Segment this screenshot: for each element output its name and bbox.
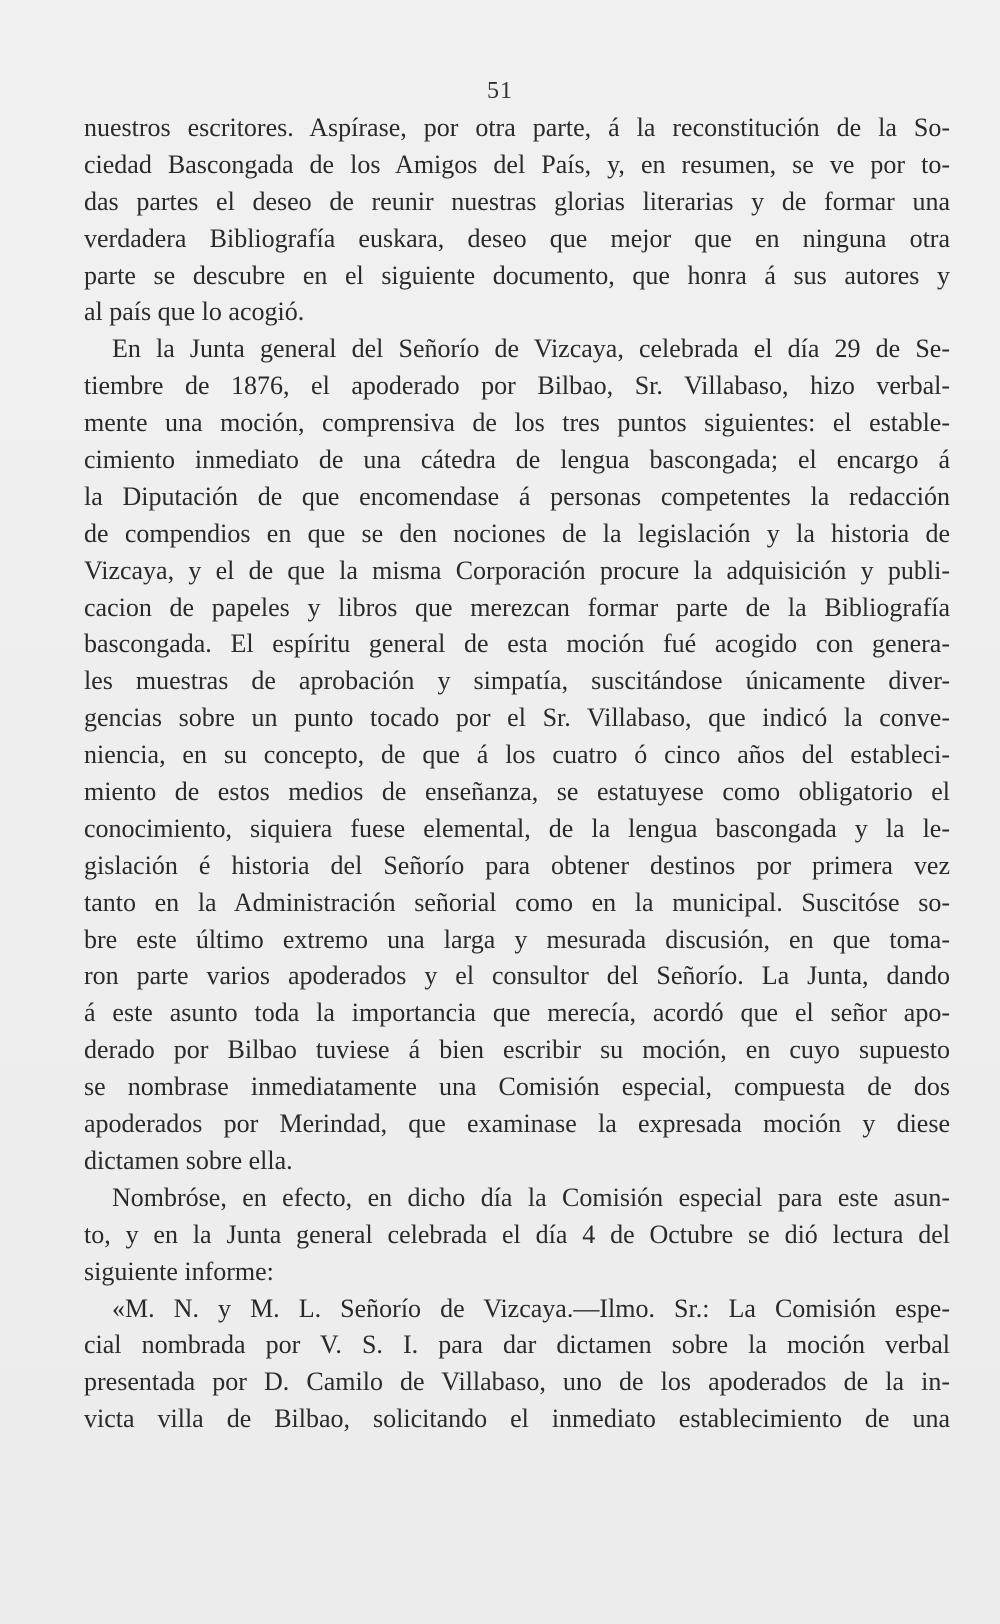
text-line: dictamen sobre ella. (84, 1145, 293, 1175)
text-line: presentada por D. Camilo de Villabaso, uno de los apoderados de la in- (84, 1367, 950, 1397)
text-line: das partes el deseo de reunir nuestras glorias literarias y de formar una (84, 186, 950, 216)
text-line: victa villa de Bilbao, solicitando el inmediato establecimiento de una (84, 1404, 950, 1434)
text-line: verdadera Bibliografía euskara, deseo que mejor que en ninguna otra (84, 223, 950, 253)
text-line: á este asunto toda la importancia que merecía, acordó que el señor apo- (84, 998, 950, 1028)
text-line: Nombróse, en efecto, en dicho día la Comisión especial para este asun- (112, 1182, 950, 1212)
text-line: tanto en la Administración señorial como en la municipal. Suscitóse so- (84, 887, 950, 917)
text-line: conocimiento, siquiera fuese elemental, de la lengua bascongada y la le- (84, 813, 950, 843)
text-line: to, y en la Junta general celebrada el día 4 de Octubre se dió lectura del (84, 1219, 950, 1249)
text-line: mente una moción, comprensiva de los tres puntos siguientes: el estable- (84, 408, 950, 438)
text-line: apoderados por Merindad, que examinase la expresada moción y diese (84, 1109, 950, 1139)
text-line: se nombrase inmediatamente una Comisión especial, compuesta de dos (84, 1072, 950, 1102)
text-line: cacion de papeles y libros que merezcan formar parte de la Bibliografía (84, 592, 950, 622)
text-line: gencias sobre un punto tocado por el Sr. Villabaso, que indicó la conve- (84, 703, 950, 733)
text-line: En la Junta general del Señorío de Vizcaya, celebrada el día 29 de Se- (112, 334, 950, 364)
text-line: derado por Bilbao tuviese á bien escribir su moción, en cuyo supuesto (84, 1035, 950, 1065)
text-line: siguiente informe: (84, 1256, 274, 1286)
text-line: al país que lo acogió. (84, 297, 305, 327)
text-line: bre este último extremo una larga y mesurada discusión, en que toma- (84, 924, 950, 954)
text-line: bascongada. El espíritu general de esta moción fué acogido con genera- (84, 629, 950, 659)
text-line: cimiento inmediato de una cátedra de lengua bascongada; el encargo á (84, 445, 950, 475)
page-number: 51 (487, 78, 513, 104)
text-line: tiembre de 1876, el apoderado por Bilbao, Sr. Villabaso, hizo verbal- (84, 371, 950, 401)
text-line: miento de estos medios de enseñanza, se estatuyese como obligatorio el (84, 777, 950, 807)
text-line: la Diputación de que encomendase á personas competentes la redacción (84, 481, 950, 511)
text-line: de compendios en que se den nociones de la legislación y la historia de (84, 518, 950, 548)
text-line: nuestros escritores. Aspírase, por otra parte, á la reconstitución de la So- (84, 113, 950, 142)
body-text (84, 110, 950, 1438)
text-line: gislación é historia del Señorío para obtener destinos por primera vez (84, 850, 950, 880)
text-line: cial nombrada por V. S. I. para dar dictamen sobre la moción verbal (84, 1330, 950, 1360)
text-line: ron parte varios apoderados y el consultor del Señorío. La Junta, dando (84, 961, 950, 991)
text-line: ciedad Bascongada de los Amigos del País, y, en resumen, se ve por to- (84, 149, 950, 179)
text-line: «M. N. y M. L. Señorío de Vizcaya.—Ilmo. Sr.: La Comisión espe- (112, 1293, 950, 1323)
text-line: parte se descubre en el siguiente documento, que honra á sus autores y (84, 260, 950, 290)
text-line: Vizcaya, y el de que la misma Corporación procure la adquisición y publi- (84, 555, 950, 585)
text-line: les muestras de aprobación y simpatía, suscitándose únicamente diver- (84, 666, 950, 696)
text-line: niencia, en su concepto, de que á los cuatro ó cinco años del estableci- (84, 740, 950, 770)
